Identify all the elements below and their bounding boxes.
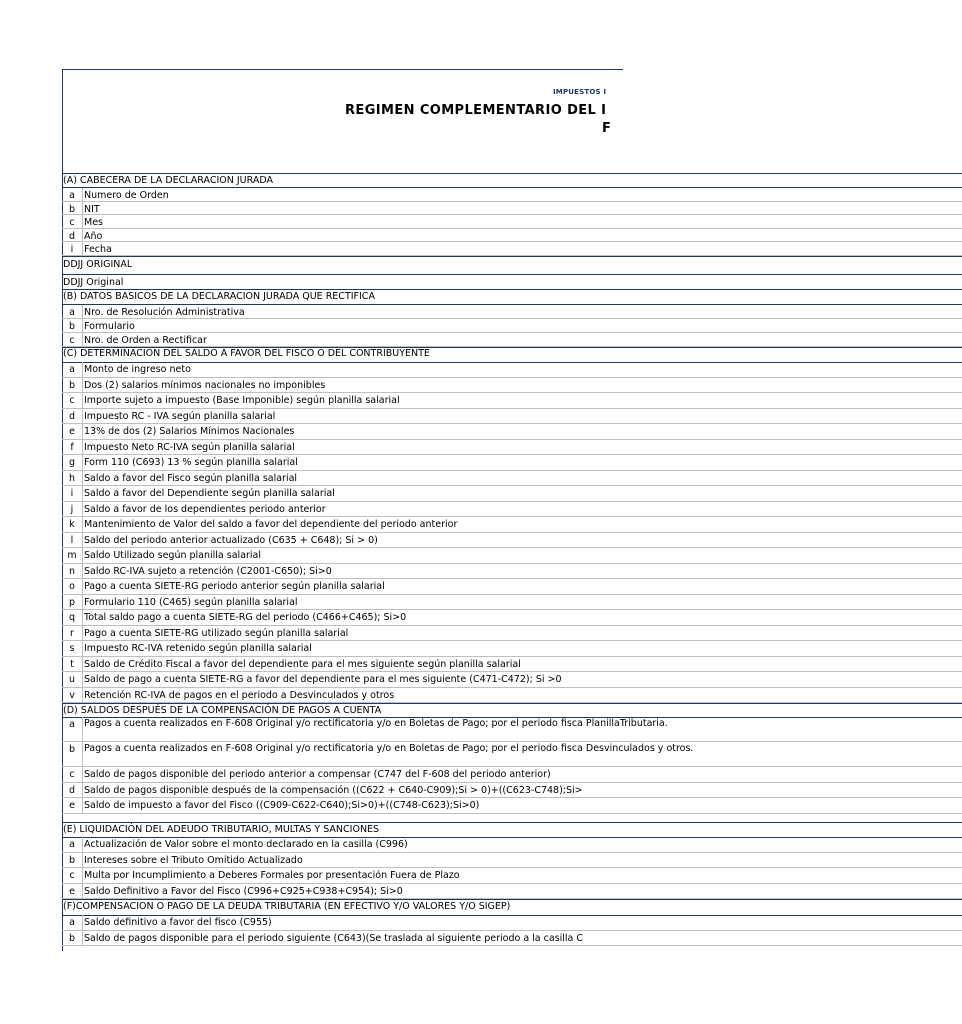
row-divider bbox=[82, 202, 83, 215]
form-subtitle: F bbox=[602, 121, 611, 136]
row-letter: e bbox=[69, 800, 75, 811]
section-b-title bbox=[62, 289, 962, 304]
form-row[interactable] bbox=[62, 471, 962, 487]
row-text: Importe sujeto a impuesto (Base Imponible) según planilla salarial bbox=[84, 395, 400, 406]
row-divider bbox=[82, 471, 83, 486]
row-divider bbox=[82, 393, 83, 408]
row-letter: b bbox=[68, 854, 76, 866]
section-f-title bbox=[62, 899, 962, 914]
row-letter: b bbox=[68, 932, 76, 944]
row-letter: a bbox=[69, 839, 75, 850]
form-row[interactable] bbox=[62, 915, 962, 931]
row-divider bbox=[82, 579, 83, 594]
form-row[interactable] bbox=[62, 717, 962, 742]
row-divider bbox=[82, 595, 83, 610]
form-row[interactable] bbox=[62, 502, 962, 518]
form-row[interactable] bbox=[62, 641, 962, 657]
row-letter: c bbox=[69, 217, 75, 229]
row-letter: a bbox=[69, 364, 75, 375]
row-text: Nro. de Orden a Rectificar bbox=[84, 335, 207, 346]
row-text: Pagos a cuenta realizados en F-608 Original y/o rectificatoria y/o en Boletas de Pago; por el periodo fisca PlanillaTributaria. bbox=[84, 718, 668, 729]
ddjj-original-label: DDJJ Original bbox=[63, 277, 124, 288]
row-text: Impuesto RC-IVA retenido según planilla salarial bbox=[84, 643, 312, 654]
row-text: Pago a cuenta SIETE-RG utilizado según planilla salarial bbox=[84, 627, 349, 639]
row-text: Saldo Definitivo a Favor del Fisco (C996+C925+C938+C954); Si>0 bbox=[84, 885, 403, 897]
section-e-title bbox=[62, 822, 962, 837]
form-row[interactable] bbox=[62, 455, 962, 471]
form-row[interactable] bbox=[62, 564, 962, 580]
row-letter: g bbox=[68, 457, 76, 468]
row-text: Saldo de pagos disponible después de la compensación ((C622 + C640-C909);Si > 0)+((C623-C748);Si> bbox=[84, 784, 583, 796]
row-letter: b bbox=[68, 379, 76, 391]
row-letter: e bbox=[69, 426, 75, 437]
row-text: Pagos a cuenta realizados en F-608 Original y/o rectificatoria y/o en Boletas de Pago; por el periodo fisca Desvinculados y otros. bbox=[84, 743, 694, 754]
row-text: Intereses sobre el Tributo Omitido Actualizado bbox=[84, 854, 303, 866]
row-divider bbox=[82, 188, 83, 201]
form-row[interactable] bbox=[62, 215, 962, 229]
row-letter: c bbox=[69, 395, 75, 406]
row-text: Mes bbox=[84, 217, 103, 229]
row-letter: c bbox=[69, 769, 75, 780]
row-text: Saldo a favor del Dependiente según planilla salarial bbox=[84, 488, 335, 499]
row-text: Actualización de Valor sobre el monto declarado en la casilla (C996) bbox=[84, 839, 408, 850]
row-letter: h bbox=[68, 472, 76, 484]
form-row[interactable] bbox=[62, 688, 962, 704]
section-a-title-label: (A) CABECERA DE LA DECLARACION JURADA bbox=[63, 175, 273, 186]
row-letter: u bbox=[68, 674, 76, 685]
form-row[interactable] bbox=[62, 742, 962, 767]
row-text: Numero de Orden bbox=[84, 190, 169, 201]
row-letter: j bbox=[70, 503, 74, 515]
form-row[interactable] bbox=[62, 798, 962, 814]
row-text: Saldo de Crédito Fiscal a favor del dependiente para el mes siguiente según planilla salarial bbox=[84, 658, 521, 670]
row-divider bbox=[82, 305, 83, 318]
row-divider bbox=[82, 548, 83, 563]
row-letter: l bbox=[70, 534, 74, 546]
form-viewport bbox=[62, 69, 694, 951]
form-row[interactable] bbox=[62, 486, 962, 502]
row-divider bbox=[82, 915, 83, 930]
row-divider bbox=[82, 319, 83, 332]
form-row[interactable] bbox=[62, 409, 962, 425]
row-text: Año bbox=[84, 230, 103, 242]
row-text: Saldo a favor del Fisco según planilla salarial bbox=[84, 472, 298, 484]
form-row[interactable] bbox=[62, 242, 962, 256]
form-row[interactable] bbox=[62, 517, 962, 533]
form-row[interactable] bbox=[62, 931, 962, 947]
row-letter: i bbox=[70, 244, 74, 256]
row-text: Saldo de pago a cuenta SIETE-RG a favor del dependiente para el mes siguiente (C471-C472); Si >0 bbox=[84, 674, 562, 685]
row-letter: d bbox=[68, 230, 76, 242]
row-text: Retención RC-IVA de pagos en el periodo a Desvinculados y otros bbox=[84, 689, 395, 701]
row-letter: p bbox=[68, 596, 76, 608]
row-text: Mantenimiento de Valor del saldo a favor del dependiente del periodo anterior bbox=[84, 519, 458, 530]
ddjj-original-upper-label: DDJJ ORIGINAL bbox=[63, 259, 133, 270]
row-letter: c bbox=[69, 870, 75, 881]
form-row[interactable] bbox=[62, 305, 962, 319]
row-divider bbox=[82, 742, 83, 766]
row-text: Formulario bbox=[84, 321, 135, 332]
form-row[interactable] bbox=[62, 837, 962, 853]
row-divider bbox=[82, 564, 83, 579]
row-text: 13% de dos (2) Salarios Mínimos Nacionales bbox=[84, 426, 295, 437]
row-letter: m bbox=[67, 550, 77, 561]
row-letter: q bbox=[68, 612, 76, 623]
row-text: Monto de ingreso neto bbox=[84, 364, 191, 375]
row-letter: b bbox=[68, 203, 76, 215]
row-text: Dos (2) salarios mínimos nacionales no imponibles bbox=[84, 379, 326, 391]
form-row[interactable] bbox=[62, 229, 962, 243]
row-divider bbox=[82, 333, 83, 346]
form-row[interactable] bbox=[62, 884, 962, 900]
row-divider bbox=[82, 672, 83, 687]
row-divider bbox=[82, 455, 83, 470]
section-d-title bbox=[62, 703, 962, 718]
row-divider bbox=[82, 868, 83, 883]
row-letter: i bbox=[70, 488, 74, 499]
row-letter: r bbox=[70, 627, 74, 639]
row-divider bbox=[82, 837, 83, 852]
row-divider bbox=[82, 626, 83, 641]
row-text: Nro. de Resolución Administrativa bbox=[84, 307, 245, 318]
row-divider bbox=[82, 783, 83, 798]
row-letter: s bbox=[69, 643, 75, 654]
row-divider bbox=[82, 767, 83, 782]
row-text: Saldo Utilizado según planilla salarial bbox=[84, 550, 262, 561]
ddjj-original-upper bbox=[62, 257, 962, 272]
row-divider bbox=[82, 424, 83, 439]
row-letter: a bbox=[69, 719, 75, 730]
row-divider bbox=[82, 884, 83, 899]
row-text: NIT bbox=[84, 203, 100, 215]
form-title: REGIMEN COMPLEMENTARIO DEL I bbox=[345, 103, 607, 118]
row-divider bbox=[82, 440, 83, 455]
section-c-title-label: (C) DETERMINACION DEL SALDO A FAVOR DEL FISCO O DEL CONTRIBUYENTE bbox=[63, 348, 430, 359]
row-letter: a bbox=[69, 917, 75, 928]
row-letter: d bbox=[68, 784, 76, 796]
row-letter: a bbox=[69, 307, 75, 318]
row-divider bbox=[82, 533, 83, 548]
section-f-title-label: (F)COMPENSACION O PAGO DE LA DEUDA TRIBUTARIA (EN EFECTIVO Y/O VALORES Y/O SIGEP) bbox=[63, 901, 511, 912]
section-e-title-label: (E) LIQUIDACIÓN DEL ADEUDO TRIBUTARIO, MULTAS Y SANCIONES bbox=[63, 824, 380, 835]
ddjj-original bbox=[62, 275, 962, 290]
form-row[interactable] bbox=[62, 202, 962, 216]
form-row[interactable] bbox=[62, 579, 962, 595]
row-text: Saldo de pagos disponible para el periodo siguiente (C643)(Se traslada al siguiente periodo a la casilla C bbox=[84, 932, 584, 944]
row-text: Saldo a favor de los dependientes periodo anterior bbox=[84, 503, 326, 515]
form-row[interactable] bbox=[62, 188, 962, 202]
row-divider bbox=[82, 517, 83, 532]
form-row[interactable] bbox=[62, 595, 962, 611]
form-row[interactable] bbox=[62, 853, 962, 869]
section-b-title-label: (B) DATOS BASICOS DE LA DECLARACION JURADA QUE RECTIFICA bbox=[63, 291, 375, 302]
row-divider bbox=[82, 215, 83, 228]
row-text: Saldo de impuesto a favor del Fisco ((C909-C622-C640);Si>0)+((C748-C623);Si>0) bbox=[84, 800, 480, 811]
section-a-title bbox=[62, 173, 962, 188]
row-divider bbox=[82, 378, 83, 393]
row-text: Impuesto Neto RC-IVA según planilla salarial bbox=[84, 441, 295, 453]
form-row[interactable] bbox=[62, 672, 962, 688]
row-divider bbox=[82, 717, 83, 741]
header-top-label: IMPUESTOS I bbox=[553, 88, 607, 96]
form-row[interactable] bbox=[62, 424, 962, 440]
row-letter: a bbox=[69, 190, 75, 201]
row-text: Multa por Incumplimiento a Deberes Formales por presentación Fuera de Plazo bbox=[84, 870, 460, 881]
row-divider bbox=[82, 641, 83, 656]
row-divider bbox=[82, 931, 83, 946]
form-row[interactable] bbox=[62, 362, 962, 378]
row-divider bbox=[82, 362, 83, 377]
row-divider bbox=[82, 486, 83, 501]
row-text: Total saldo pago a cuenta SIETE-RG del periodo (C466+C465); Si>0 bbox=[84, 612, 407, 623]
form-row[interactable] bbox=[62, 657, 962, 673]
row-letter: f bbox=[70, 441, 74, 453]
row-divider bbox=[82, 688, 83, 703]
form-row[interactable] bbox=[62, 767, 962, 783]
row-letter: b bbox=[68, 321, 76, 332]
form-row[interactable] bbox=[62, 378, 962, 394]
row-letter: o bbox=[69, 581, 75, 592]
row-letter: t bbox=[70, 658, 74, 670]
form-row[interactable] bbox=[62, 610, 962, 626]
form-row[interactable] bbox=[62, 868, 962, 884]
row-text: Saldo definitivo a favor del fisco (C955) bbox=[84, 917, 272, 928]
row-letter: e bbox=[69, 885, 75, 897]
row-letter: c bbox=[69, 335, 75, 346]
row-letter: n bbox=[68, 565, 76, 577]
row-divider bbox=[82, 502, 83, 517]
row-text: Saldo del periodo anterior actualizado (C635 + C648); Si > 0) bbox=[84, 534, 378, 546]
row-text: Fecha bbox=[84, 244, 112, 256]
row-text: Saldo RC-IVA sujeto a retención (C2001-C650); Si>0 bbox=[84, 565, 332, 577]
form-row[interactable] bbox=[62, 333, 962, 347]
form-row[interactable] bbox=[62, 440, 962, 456]
row-divider bbox=[82, 229, 83, 242]
row-letter: v bbox=[69, 689, 75, 701]
form-row[interactable] bbox=[62, 783, 962, 799]
row-divider bbox=[82, 657, 83, 672]
row-letter: k bbox=[69, 519, 75, 530]
row-divider bbox=[82, 798, 83, 813]
row-text: Formulario 110 (C465) según planilla salarial bbox=[84, 596, 298, 608]
form-row[interactable] bbox=[62, 548, 962, 564]
row-text: Saldo de pagos disponible del periodo anterior a compensar (C747 del F-608 del periodo anterior) bbox=[84, 769, 551, 780]
section-c-title bbox=[62, 346, 962, 361]
row-letter: d bbox=[68, 410, 76, 422]
row-text: Impuesto RC - IVA según planilla salarial bbox=[84, 410, 276, 422]
row-divider bbox=[82, 409, 83, 424]
form-row[interactable] bbox=[62, 626, 962, 642]
form-row[interactable] bbox=[62, 393, 962, 409]
section-d-title-label: (D) SALDOS DESPUÉS DE LA COMPENSACIÓN DE PAGOS A CUENTA bbox=[63, 705, 382, 716]
form-row[interactable] bbox=[62, 319, 962, 333]
row-text: Pago a cuenta SIETE-RG periodo anterior según planilla salarial bbox=[84, 581, 385, 592]
row-divider bbox=[82, 853, 83, 868]
row-text: Form 110 (C693) 13 % según planilla salarial bbox=[84, 457, 298, 468]
form-row[interactable] bbox=[62, 533, 962, 549]
row-divider bbox=[82, 242, 83, 255]
row-letter: b bbox=[68, 744, 76, 755]
row-divider bbox=[82, 610, 83, 625]
